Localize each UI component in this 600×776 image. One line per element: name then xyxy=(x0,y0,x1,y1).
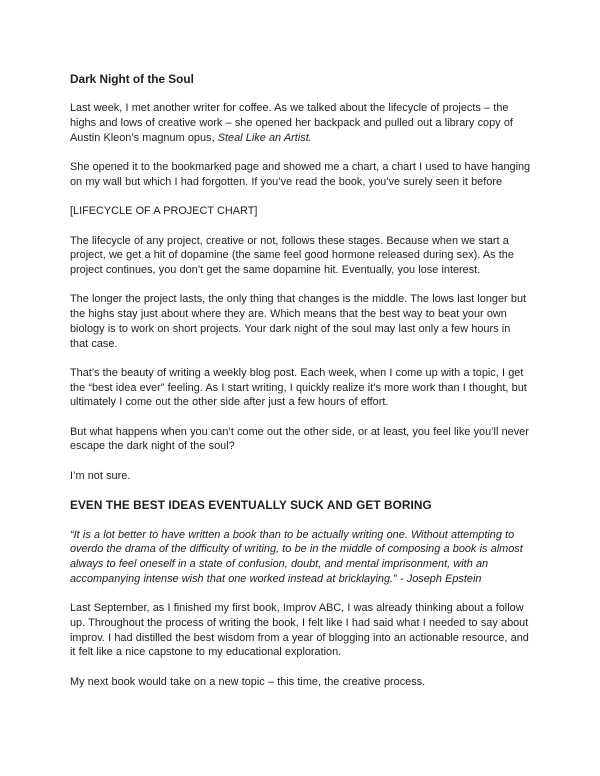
paragraph-intro xyxy=(70,101,531,145)
paragraph-lifecycle-stages: The lifecycle of any project, creative or not, follows these stages. Because when we start a project, we get a hit of dopamine (the same feel good hormone released during sex). As the project continues, you don’t get the same dopamine hit. Eventually, you lose interest. xyxy=(70,234,514,277)
paragraph-not-sure: I’m not sure. xyxy=(70,469,131,482)
document-title: Dark Night of the Soul xyxy=(70,72,194,86)
blockquote-joseph-epstein: “It is a lot better to have written a book than to be actually writing one. Without attempting to overdo the drama of the difficulty of writing, to be in the middle of composing a book is almost always to feel oneself in a state of confusion, doubt, and mental imprisonment, with an accompanying intense wish that one worked instead at bricklaying.” - Joseph Epstein xyxy=(70,528,523,585)
chart-placeholder-note: [LIFECYCLE OF A PROJECT CHART] xyxy=(70,205,258,218)
section-heading-best-ideas: EVEN THE BEST IDEAS EVENTUALLY SUCK AND GET BORING xyxy=(70,498,432,513)
paragraph-last-september: Last September, as I finished my first book, Improv ABC, I was already thinking about a follow up. Throughout the process of writing the book, I felt like I had said what I needed to say about improv. I had distilled the best wisdom from a year of blogging into an actionable resource, and it felt like a nice capstone to my educational exploration. xyxy=(70,602,529,659)
paragraph-next-book: My next book would take on a new topic – this time, the creative process. xyxy=(70,675,426,688)
book-title-italic: Steal Like an Artist. xyxy=(217,131,312,144)
paragraph-weekly-blog: That’s the beauty of writing a weekly blog post. Each week, when I come up with a topic, I get the “best idea ever” feeling. As I start writing, I quickly realize it’s more work than I thought, but ultimately I come out the other side after just a few hours of effort. xyxy=(70,366,527,409)
paragraph-bookmarked-page: She opened it to the bookmarked page and showed me a chart, a chart I used to have hanging on my wall but which I had forgotten. If you’ve read the book, you’ve surely seen it before xyxy=(70,161,531,188)
paragraph-longer-project: The longer the project lasts, the only thing that changes is the middle. The lows last longer but the highs stay just about where they are. Which means that the best way to beat your own biology is to work on short projects. Your dark night of the soul may last only a few hours in that case. xyxy=(70,293,527,350)
paragraph-what-happens: But what happens when you can’t come out the other side, or at least, you feel like you’ll never escape the dark night of the soul? xyxy=(70,425,529,453)
paragraph-intro-text: Last week, I met another writer for coffee. As we talked about the lifecycle of projects – the highs and lows of creative work – she opened her backpack and pulled out a library copy of Austin Kleon’s magnum opus, xyxy=(70,102,513,144)
